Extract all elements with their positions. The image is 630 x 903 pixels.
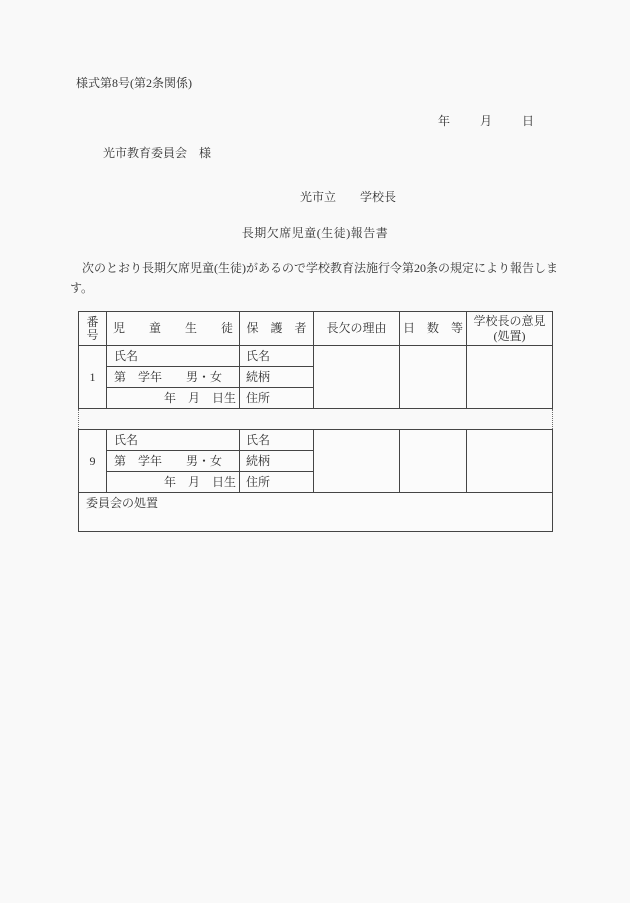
table-row-block-9 [78, 429, 553, 493]
principal-opinion-cell [466, 430, 552, 492]
body-paragraph: 次のとおり長期欠席児童(生徒)があるので学校教育法施行令第20条の規定により報告します。 [70, 261, 558, 295]
committee-disposition-row [78, 493, 553, 532]
principal-opinion-cell [466, 346, 552, 408]
document-title: 長期欠席児童(生徒)報告書 [241, 226, 389, 240]
student-birthdate-field: 年 月 日生 [107, 471, 239, 492]
addressee-line: 光市教育委員会 様 [103, 146, 212, 160]
header-number-bottom: 号 [86, 327, 99, 342]
date-year-label: 年 [438, 114, 451, 128]
student-name-field: 氏名 [114, 432, 139, 447]
days-cell [399, 346, 466, 408]
report-table [78, 311, 553, 532]
guardian-name-field: 氏名 [246, 432, 271, 447]
guardian-relation-field: 続柄 [240, 450, 313, 471]
absence-reason-cell [313, 346, 399, 408]
header-principal-opinion [466, 312, 552, 345]
table-header-row [78, 311, 553, 346]
header-guardian: 保 護 者 [239, 312, 313, 345]
header-absence-reason: 長欠の理由 [313, 312, 399, 345]
student-grade-sex-field: 第 学年 男・女 [107, 450, 239, 471]
row-number-cell: 1 [89, 369, 96, 384]
header-number [79, 312, 106, 345]
table-row-block-1 [78, 346, 553, 409]
omitted-rows-gap [78, 409, 553, 429]
sender-line [300, 190, 396, 205]
date-day-label: 日 [522, 114, 535, 128]
form-number: 様式第8号(第2条関係) [76, 76, 192, 90]
guardian-address-field: 住所 [240, 387, 313, 408]
days-cell [399, 430, 466, 492]
guardian-cell [239, 430, 313, 492]
student-grade-sex-field: 第 学年 男・女 [107, 366, 239, 387]
guardian-cell [239, 346, 313, 408]
header-opinion-line2: (処置) [493, 328, 526, 343]
header-opinion-line1: 学校長の意見 [473, 313, 546, 328]
student-name-field: 氏名 [114, 348, 139, 363]
header-number-top: 番 [86, 314, 99, 329]
row-number-cell: 9 [89, 453, 96, 468]
guardian-relation-field: 続柄 [240, 366, 313, 387]
sender-organization: 光市立 [300, 190, 337, 204]
student-cell [106, 346, 239, 408]
guardian-address-field: 住所 [240, 471, 313, 492]
student-birthdate-field: 年 月 日生 [107, 387, 239, 408]
guardian-name-field: 氏名 [246, 348, 271, 363]
absence-reason-cell [313, 430, 399, 492]
header-days: 日 数 等 [399, 312, 466, 345]
date-line [438, 114, 534, 129]
date-month-label: 月 [480, 114, 493, 128]
committee-disposition-label: 委員会の処置 [86, 496, 159, 510]
sender-title: 学校長 [360, 190, 397, 204]
student-cell [106, 430, 239, 492]
header-student: 児 童 生 徒 [106, 312, 239, 345]
